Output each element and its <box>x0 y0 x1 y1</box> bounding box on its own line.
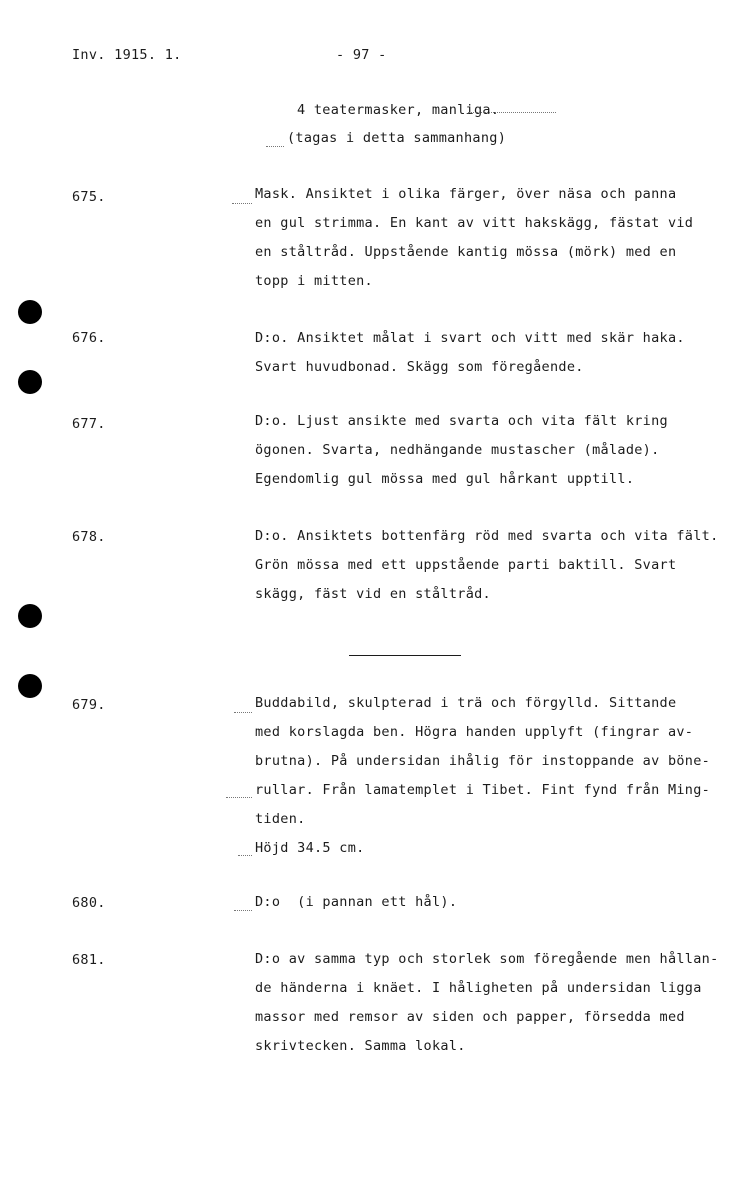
entry-number: 675. <box>72 189 106 205</box>
entry-line: D:o av samma typ och storlek som föregående men hållan- <box>255 951 719 967</box>
entry-line: med korslagda ben. Högra handen upplyft (fingrar av- <box>255 724 694 740</box>
entry-line: D:o. Ljust ansikte med svarta och vita fält kring <box>255 413 668 429</box>
dotted-underline <box>226 797 252 798</box>
dotted-underline <box>234 910 252 911</box>
entry-number: 681. <box>72 952 106 968</box>
entry-number: 680. <box>72 895 106 911</box>
section-title: 4 teatermasker, manliga. <box>297 102 500 118</box>
entry-line: de händerna i knäet. I håligheten på undersidan ligga <box>255 980 702 996</box>
entry-line: Mask. Ansiktet i olika färger, över näsa och panna <box>255 186 677 202</box>
entry-line: topp i mitten. <box>255 273 373 289</box>
section-subtitle: (tagas i detta sammanhang) <box>287 130 507 146</box>
punch-hole <box>18 604 42 628</box>
page-number: - 97 - <box>336 47 387 63</box>
entry-line: massor med remsor av siden och papper, försedda med <box>255 1009 685 1025</box>
entry-line: Buddabild, skulpterad i trä och förgylld. Sittande <box>255 695 677 711</box>
entry-line: Höjd 34.5 cm. <box>255 840 365 856</box>
entry-line: Grön mössa med ett uppstående parti baktill. Svart <box>255 557 677 573</box>
entry-line: rullar. Från lamatemplet i Tibet. Fint fynd från Ming- <box>255 782 711 798</box>
entry-line: en ståltråd. Uppstående kantig mössa (mörk) med en <box>255 244 677 260</box>
section-divider <box>349 655 461 656</box>
entry-line: skrivtecken. Samma lokal. <box>255 1038 466 1054</box>
entry-line: Egendomlig gul mössa med gul hårkant upptill. <box>255 471 635 487</box>
entry-line: tiden. <box>255 811 306 827</box>
entry-number: 679. <box>72 697 106 713</box>
entry-number: 677. <box>72 416 106 432</box>
entry-line: skägg, fäst vid en ståltråd. <box>255 586 491 602</box>
dotted-underline <box>238 855 252 856</box>
punch-hole <box>18 370 42 394</box>
entry-number: 678. <box>72 529 106 545</box>
punch-hole <box>18 300 42 324</box>
entry-line: D:o. Ansiktet målat i svart och vitt med skär haka. <box>255 330 685 346</box>
dotted-underline <box>234 712 252 713</box>
entry-number: 676. <box>72 330 106 346</box>
dotted-underline <box>232 203 252 204</box>
dotted-underline <box>468 112 556 113</box>
inventory-label: Inv. 1915. 1. <box>72 47 182 63</box>
entry-line: D:o. Ansiktets bottenfärg röd med svarta och vita fält. <box>255 528 719 544</box>
dotted-underline <box>266 146 284 147</box>
entry-line: Svart huvudbonad. Skägg som föregående. <box>255 359 584 375</box>
entry-line: D:o (i pannan ett hål). <box>255 894 458 910</box>
entry-line: ögonen. Svarta, nedhängande mustascher (målade). <box>255 442 660 458</box>
entry-line: brutna). På undersidan ihålig för instoppande av böne- <box>255 753 711 769</box>
punch-hole <box>18 674 42 698</box>
entry-line: en gul strimma. En kant av vitt hakskägg, fästat vid <box>255 215 694 231</box>
